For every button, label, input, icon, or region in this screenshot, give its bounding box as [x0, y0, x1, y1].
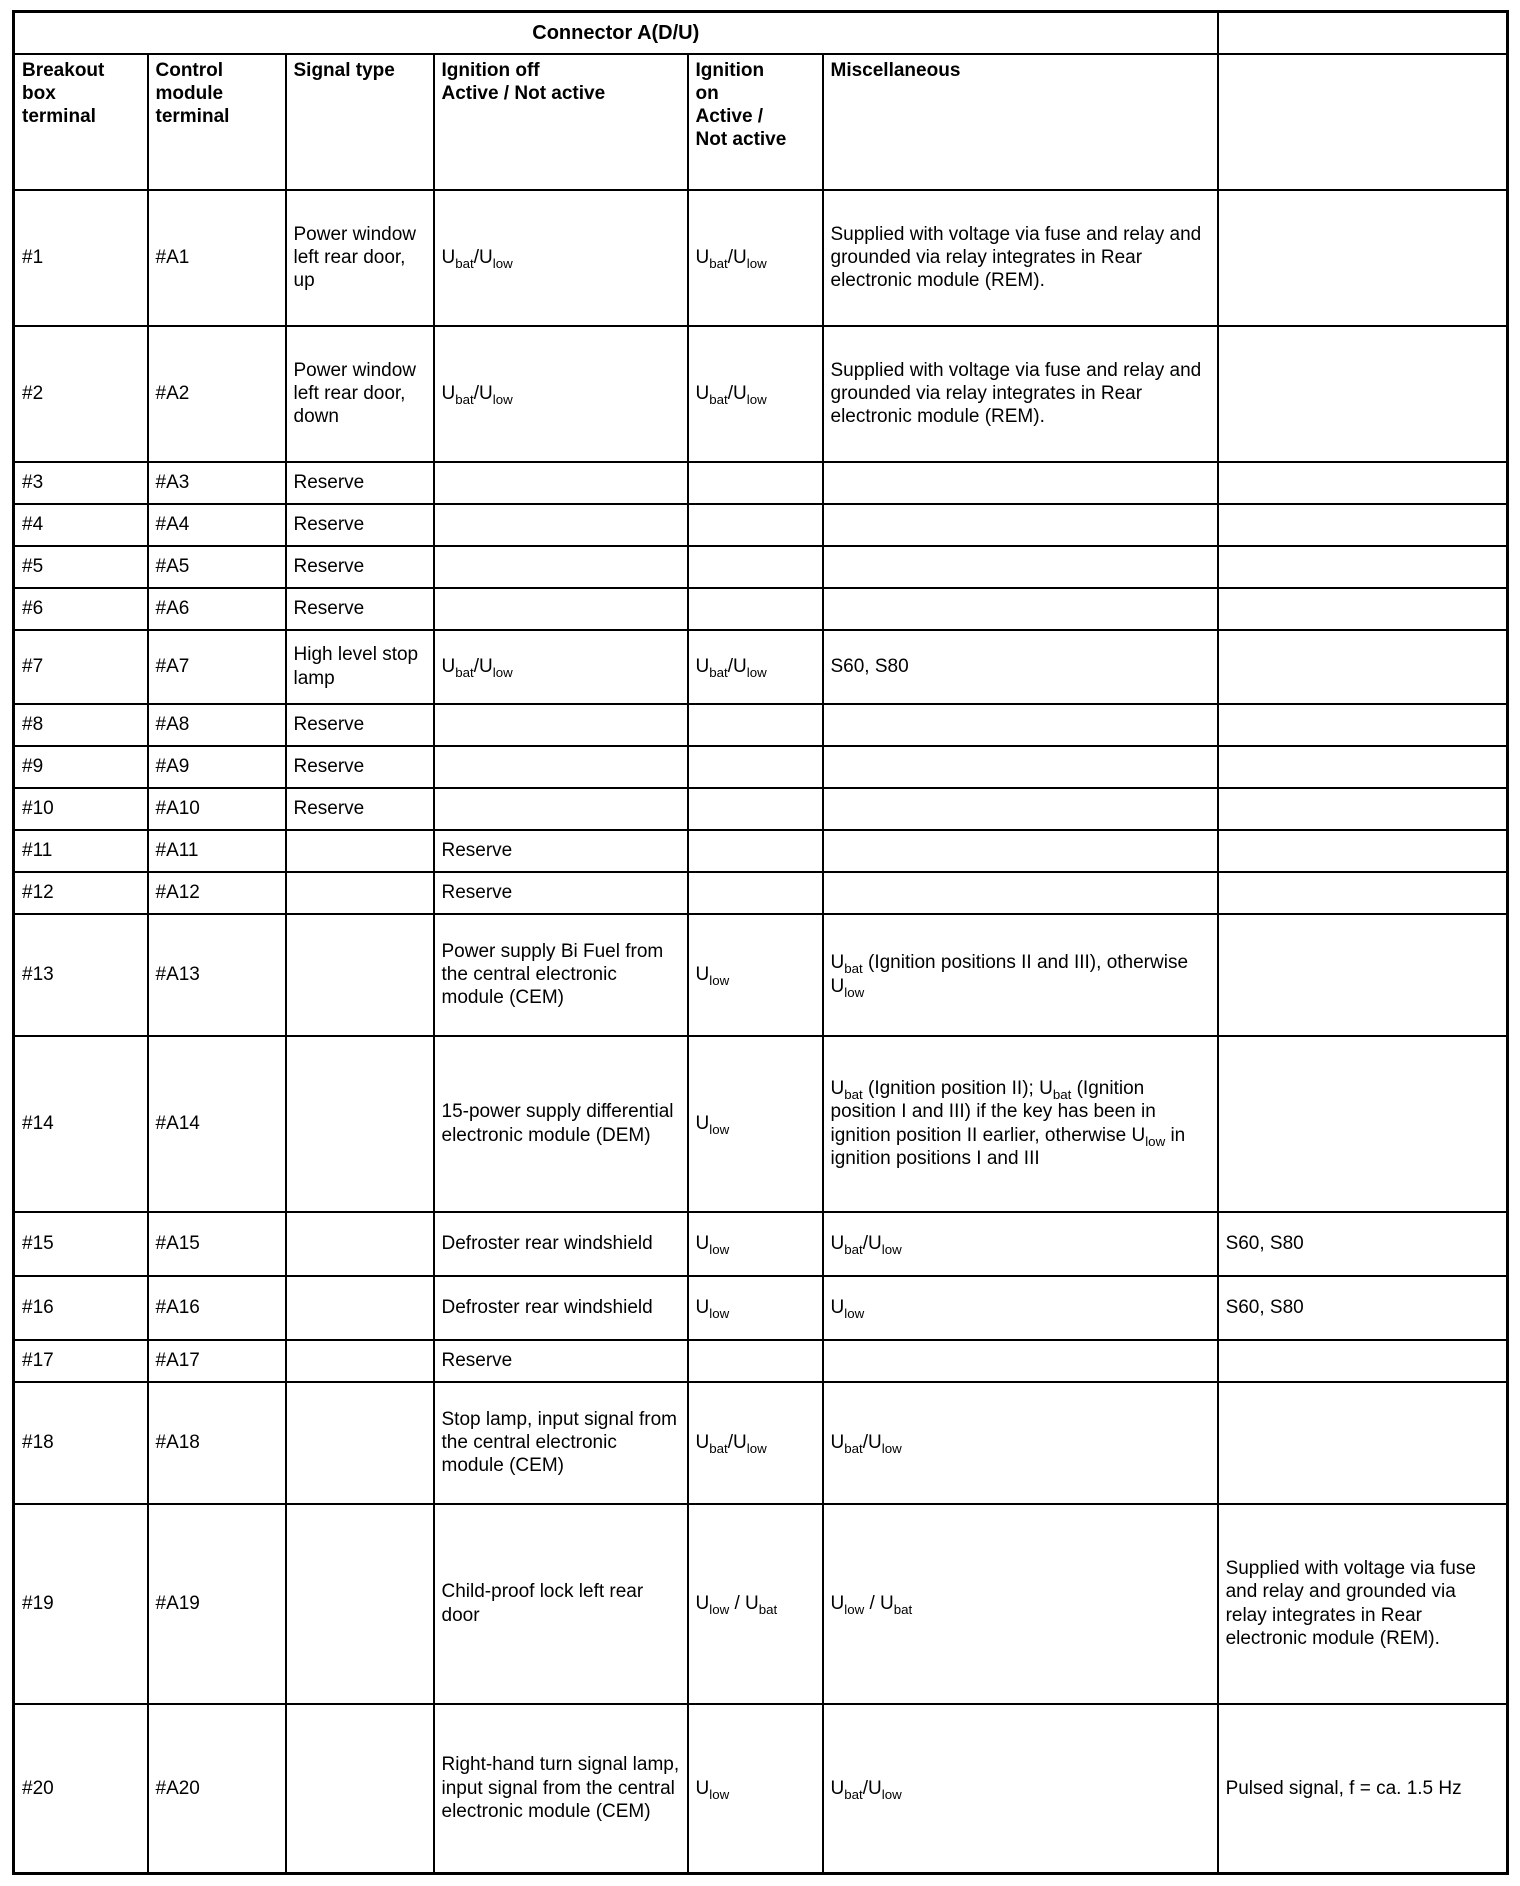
signal-type-cell: Reserve — [286, 546, 434, 588]
module-terminal-cell: #A1 — [148, 190, 286, 326]
ignition-off-cell: $U_{bat}/U_{low}$ — [434, 630, 688, 704]
module-terminal-cell: #A17 — [148, 1340, 286, 1382]
corner-cell — [1218, 12, 1508, 54]
module-terminal-cell: #A13 — [148, 914, 286, 1036]
misc-cell: $U_{bat}/U_{low}$ — [823, 1704, 1218, 1874]
module-terminal-cell: #A6 — [148, 588, 286, 630]
breakout-terminal-cell: #1 — [14, 190, 148, 326]
note-cell: S60, S80 — [1218, 1276, 1508, 1340]
ignition-off-cell — [434, 546, 688, 588]
misc-cell — [823, 546, 1218, 588]
breakout-terminal-cell: #8 — [14, 704, 148, 746]
ignition-on-cell: $U_{low} / U_{bat}$ — [688, 1504, 823, 1704]
module-terminal-cell: #A18 — [148, 1382, 286, 1504]
ignition-on-cell — [688, 1340, 823, 1382]
signal-type-cell — [286, 1504, 434, 1704]
ignition-off-cell: 15-power supply differential electronic module (DEM) — [434, 1036, 688, 1212]
ignition-on-cell: $U_{bat}/U_{low}$ — [688, 630, 823, 704]
signal-type-cell — [286, 1036, 434, 1212]
breakout-terminal-cell: #2 — [14, 326, 148, 462]
signal-type-cell — [286, 872, 434, 914]
table-row — [14, 1212, 1508, 1276]
table-row — [14, 504, 1508, 546]
ignition-on-cell — [688, 746, 823, 788]
ignition-on-cell: $U_{low}$ — [688, 1704, 823, 1874]
table-row — [14, 326, 1508, 462]
column-header-empty — [1218, 54, 1508, 190]
note-cell — [1218, 746, 1508, 788]
misc-cell: Supplied with voltage via fuse and relay and grounded via relay integrates in Rear electronic module (REM). — [823, 326, 1218, 462]
signal-type-cell: Power window left rear door, down — [286, 326, 434, 462]
table-title: Connector A(D/U) — [14, 12, 1218, 54]
module-terminal-cell: #A9 — [148, 746, 286, 788]
ignition-off-cell: Defroster rear windshield — [434, 1212, 688, 1276]
misc-cell: $U_{low}$ — [823, 1276, 1218, 1340]
note-cell — [1218, 788, 1508, 830]
table-row — [14, 746, 1508, 788]
module-terminal-cell: #A5 — [148, 546, 286, 588]
breakout-terminal-cell: #15 — [14, 1212, 148, 1276]
signal-type-cell — [286, 1382, 434, 1504]
ignition-off-cell: Reserve — [434, 872, 688, 914]
signal-type-cell — [286, 1704, 434, 1874]
ignition-off-cell — [434, 704, 688, 746]
signal-type-cell: Reserve — [286, 704, 434, 746]
module-terminal-cell: #A11 — [148, 830, 286, 872]
column-header-breakout-box-terminal: Breakout box terminal — [14, 54, 148, 190]
ignition-on-cell — [688, 830, 823, 872]
column-header-control-module-terminal: Control module terminal — [148, 54, 286, 190]
signal-type-cell — [286, 1212, 434, 1276]
table-row — [14, 462, 1508, 504]
ignition-on-cell — [688, 588, 823, 630]
ignition-off-cell: Reserve — [434, 830, 688, 872]
ignition-off-cell — [434, 588, 688, 630]
ignition-on-cell: $U_{low}$ — [688, 914, 823, 1036]
module-terminal-cell: #A3 — [148, 462, 286, 504]
breakout-terminal-cell: #3 — [14, 462, 148, 504]
signal-type-cell: Reserve — [286, 504, 434, 546]
note-cell — [1218, 1382, 1508, 1504]
module-terminal-cell: #A20 — [148, 1704, 286, 1874]
note-cell — [1218, 630, 1508, 704]
module-terminal-cell: #A15 — [148, 1212, 286, 1276]
ignition-off-cell: Power supply Bi Fuel from the central electronic module (CEM) — [434, 914, 688, 1036]
column-header-ignition-on: Ignition on Active / Not active — [688, 54, 823, 190]
ignition-off-cell: $U_{bat}/U_{low}$ — [434, 326, 688, 462]
ignition-on-cell — [688, 504, 823, 546]
misc-cell: $U_{bat}$ (Ignition positions II and III), otherwise $U_{low}$ — [823, 914, 1218, 1036]
misc-cell — [823, 588, 1218, 630]
signal-type-cell: Reserve — [286, 588, 434, 630]
ignition-on-cell: $U_{bat}/U_{low}$ — [688, 190, 823, 326]
misc-cell — [823, 504, 1218, 546]
column-header-signal-type: Signal type — [286, 54, 434, 190]
misc-cell — [823, 704, 1218, 746]
misc-cell — [823, 872, 1218, 914]
module-terminal-cell: #A8 — [148, 704, 286, 746]
misc-cell: Supplied with voltage via fuse and relay and grounded via relay integrates in Rear electronic module (REM). — [823, 190, 1218, 326]
breakout-terminal-cell: #11 — [14, 830, 148, 872]
breakout-terminal-cell: #13 — [14, 914, 148, 1036]
breakout-terminal-cell: #19 — [14, 1504, 148, 1704]
misc-cell — [823, 746, 1218, 788]
breakout-terminal-cell: #6 — [14, 588, 148, 630]
note-cell: Supplied with voltage via fuse and relay and grounded via relay integrates in Rear electronic module (REM). — [1218, 1504, 1508, 1704]
ignition-on-cell: $U_{low}$ — [688, 1276, 823, 1340]
table-row — [14, 1704, 1508, 1874]
table-head — [14, 12, 1508, 190]
note-cell — [1218, 1036, 1508, 1212]
note-cell — [1218, 462, 1508, 504]
misc-cell: $U_{bat}$ (Ignition position II); $U_{bat}$ (Ignition position I and III) if the key has been in ignition position II earlier, otherwise $U_{low}$ in ignition positions I and III — [823, 1036, 1218, 1212]
column-header-ignition-off: Ignition off Active / Not active — [434, 54, 688, 190]
signal-type-cell — [286, 830, 434, 872]
note-cell — [1218, 914, 1508, 1036]
ignition-on-cell: $U_{low}$ — [688, 1212, 823, 1276]
table-row — [14, 872, 1508, 914]
breakout-terminal-cell: #17 — [14, 1340, 148, 1382]
note-cell — [1218, 588, 1508, 630]
breakout-terminal-cell: #7 — [14, 630, 148, 704]
ignition-on-cell — [688, 462, 823, 504]
module-terminal-cell: #A10 — [148, 788, 286, 830]
title-row — [14, 12, 1508, 54]
misc-cell: $U_{bat}/U_{low}$ — [823, 1212, 1218, 1276]
breakout-terminal-cell: #9 — [14, 746, 148, 788]
ignition-on-cell — [688, 872, 823, 914]
misc-cell — [823, 462, 1218, 504]
breakout-terminal-cell: #14 — [14, 1036, 148, 1212]
note-cell: Pulsed signal, f = ca. 1.5 Hz — [1218, 1704, 1508, 1874]
misc-cell — [823, 788, 1218, 830]
note-cell — [1218, 546, 1508, 588]
module-terminal-cell: #A14 — [148, 1036, 286, 1212]
note-cell — [1218, 1340, 1508, 1382]
table-row — [14, 546, 1508, 588]
ignition-on-cell — [688, 546, 823, 588]
signal-type-cell: Reserve — [286, 788, 434, 830]
ignition-off-cell: Defroster rear windshield — [434, 1276, 688, 1340]
misc-cell: $U_{bat}/U_{low}$ — [823, 1382, 1218, 1504]
note-cell — [1218, 190, 1508, 326]
table-row — [14, 588, 1508, 630]
table-row — [14, 1276, 1508, 1340]
ignition-off-cell: $U_{bat}/U_{low}$ — [434, 190, 688, 326]
signal-type-cell: Power window left rear door, up — [286, 190, 434, 326]
misc-cell — [823, 1340, 1218, 1382]
ignition-on-cell — [688, 788, 823, 830]
table-row — [14, 1382, 1508, 1504]
breakout-terminal-cell: #18 — [14, 1382, 148, 1504]
ignition-on-cell: $U_{low}$ — [688, 1036, 823, 1212]
ignition-off-cell: Child-proof lock left rear door — [434, 1504, 688, 1704]
table-row — [14, 830, 1508, 872]
breakout-terminal-cell: #5 — [14, 546, 148, 588]
ignition-on-cell: $U_{bat}/U_{low}$ — [688, 326, 823, 462]
note-cell: S60, S80 — [1218, 1212, 1508, 1276]
connector-table — [12, 10, 1509, 1875]
module-terminal-cell: #A7 — [148, 630, 286, 704]
signal-type-cell — [286, 1276, 434, 1340]
ignition-on-cell: $U_{bat}/U_{low}$ — [688, 1382, 823, 1504]
module-terminal-cell: #A2 — [148, 326, 286, 462]
breakout-terminal-cell: #12 — [14, 872, 148, 914]
table-row — [14, 630, 1508, 704]
note-cell — [1218, 326, 1508, 462]
table-row — [14, 1340, 1508, 1382]
table-body — [14, 190, 1508, 1874]
misc-cell — [823, 830, 1218, 872]
ignition-off-cell — [434, 746, 688, 788]
module-terminal-cell: #A12 — [148, 872, 286, 914]
breakout-terminal-cell: #10 — [14, 788, 148, 830]
misc-cell: S60, S80 — [823, 630, 1218, 704]
signal-type-cell: Reserve — [286, 462, 434, 504]
note-cell — [1218, 872, 1508, 914]
misc-cell: $U_{low} / U_{bat}$ — [823, 1504, 1218, 1704]
breakout-terminal-cell: #4 — [14, 504, 148, 546]
table-row — [14, 1036, 1508, 1212]
table-row — [14, 914, 1508, 1036]
ignition-on-cell — [688, 704, 823, 746]
signal-type-cell — [286, 1340, 434, 1382]
module-terminal-cell: #A19 — [148, 1504, 286, 1704]
ignition-off-cell — [434, 462, 688, 504]
ignition-off-cell: Right-hand turn signal lamp, input signal from the central electronic module (CEM) — [434, 1704, 688, 1874]
signal-type-cell — [286, 914, 434, 1036]
table-row — [14, 1504, 1508, 1704]
ignition-off-cell — [434, 788, 688, 830]
module-terminal-cell: #A16 — [148, 1276, 286, 1340]
signal-type-cell: High level stop lamp — [286, 630, 434, 704]
ignition-off-cell: Reserve — [434, 1340, 688, 1382]
ignition-off-cell: Stop lamp, input signal from the central electronic module (CEM) — [434, 1382, 688, 1504]
note-cell — [1218, 704, 1508, 746]
column-header-miscellaneous: Miscellaneous — [823, 54, 1218, 190]
breakout-terminal-cell: #16 — [14, 1276, 148, 1340]
signal-type-cell: Reserve — [286, 746, 434, 788]
ignition-off-cell — [434, 504, 688, 546]
header-row — [14, 54, 1508, 190]
table-row — [14, 190, 1508, 326]
table-row — [14, 704, 1508, 746]
note-cell — [1218, 830, 1508, 872]
module-terminal-cell: #A4 — [148, 504, 286, 546]
breakout-terminal-cell: #20 — [14, 1704, 148, 1874]
table-row — [14, 788, 1508, 830]
note-cell — [1218, 504, 1508, 546]
